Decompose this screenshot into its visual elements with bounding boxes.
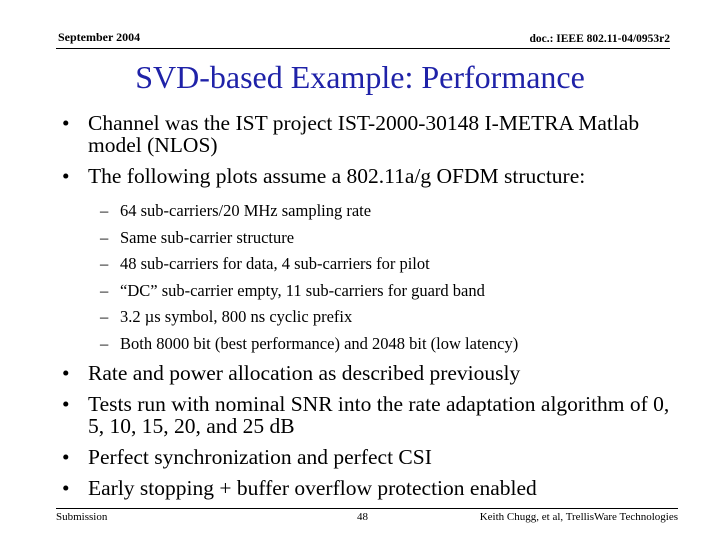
sub-bullet-text: Same sub-carrier structure (120, 227, 295, 247)
sub-bullet-text: 3.2 µs symbol, 800 ns cyclic prefix (120, 307, 353, 326)
dash-icon: – (100, 280, 109, 300)
sub-bullet-list (100, 198, 680, 357)
bullet-icon: • (62, 111, 70, 135)
sub-bullet-text: “DC” sub-carrier empty, 11 sub-carriers for guard band (120, 280, 485, 300)
dash-icon: – (100, 307, 109, 326)
bullet-text: Tests run with nominal SNR into the rate adaptation algorithm of 0, 5, 10, 15, 20, and 25 dB (88, 392, 670, 438)
footer-submission: Submission (56, 511, 108, 523)
bullet-list-top (62, 112, 682, 196)
bullet-text: Rate and power allocation as described previously (88, 361, 521, 385)
bullet-item (62, 165, 682, 187)
bullet-text: Perfect synchronization and perfect CSI (88, 445, 432, 469)
bullet-icon: • (62, 476, 70, 500)
bullet-text: The following plots assume a 802.11a/g OFDM structure: (88, 164, 586, 188)
sub-bullet-item (100, 225, 680, 252)
header-divider (56, 48, 670, 49)
dash-icon: – (100, 227, 109, 247)
bullet-icon: • (62, 445, 70, 469)
bullet-item (62, 112, 682, 156)
footer-divider (56, 508, 678, 509)
bullet-icon: • (62, 392, 70, 416)
bullet-list-bottom (62, 362, 682, 508)
bullet-item (62, 446, 682, 468)
sub-bullet-item (100, 278, 680, 305)
sub-bullet-item (100, 198, 680, 225)
sub-bullet-text: Both 8000 bit (best performance) and 2048 bit (low latency) (120, 333, 519, 353)
sub-bullet-item (100, 251, 680, 278)
dash-icon: – (100, 254, 109, 273)
footer-page-number: 48 (357, 511, 368, 523)
bullet-icon: • (62, 164, 70, 188)
bullet-item (62, 477, 682, 499)
bullet-icon: • (62, 361, 70, 385)
bullet-item (62, 362, 682, 384)
sub-bullet-text: 64 sub-carriers/20 MHz sampling rate (120, 201, 372, 220)
slide-title: SVD-based Example: Performance (135, 59, 585, 95)
bullet-text: Channel was the IST project IST-2000-30148 I-METRA Matlab model (NLOS) (88, 111, 640, 157)
bullet-text: Early stopping + buffer overflow protection enabled (88, 476, 537, 500)
sub-bullet-item (100, 304, 680, 331)
footer-authors: Keith Chugg, et al, TrellisWare Technologies (479, 511, 678, 523)
dash-icon: – (100, 333, 109, 353)
dash-icon: – (100, 201, 109, 220)
header-date: September 2004 (58, 30, 141, 44)
sub-bullet-item (100, 331, 680, 358)
sub-bullet-text: 48 sub-carriers for data, 4 sub-carriers for pilot (120, 254, 430, 273)
header-doc-id: doc.: IEEE 802.11-04/0953r2 (529, 33, 670, 45)
bullet-item (62, 393, 682, 437)
